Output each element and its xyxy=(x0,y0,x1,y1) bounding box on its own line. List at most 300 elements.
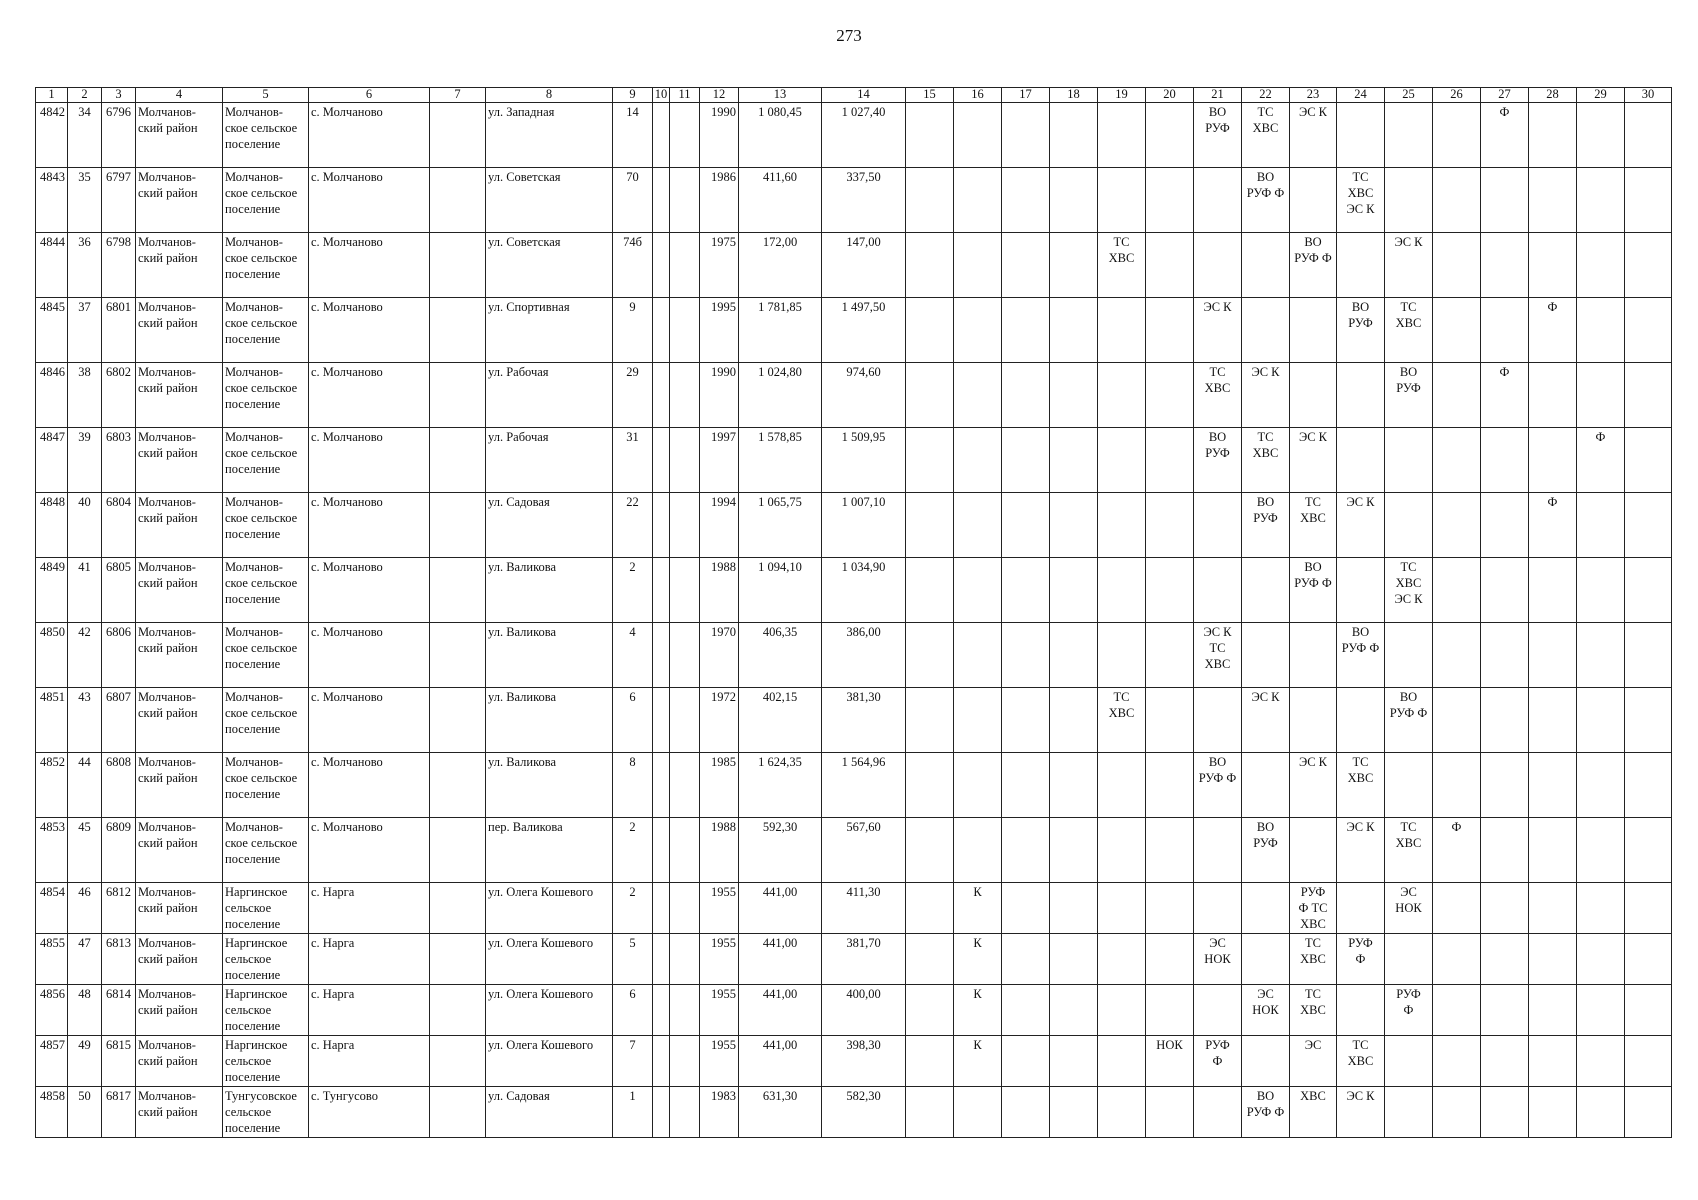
table-cell xyxy=(1050,428,1098,493)
table-cell: 1 027,40 xyxy=(822,103,906,168)
table-cell: 4852 xyxy=(36,753,68,818)
table-cell: Молчанов- ский район xyxy=(136,233,223,298)
table-cell: ЭС НОК xyxy=(1242,985,1290,1036)
table-cell: с. Молчаново xyxy=(309,558,430,623)
table-cell: ВО РУФ xyxy=(1194,103,1242,168)
table-cell xyxy=(653,298,670,363)
table-cell xyxy=(906,558,954,623)
table-cell xyxy=(1481,298,1529,363)
table-row xyxy=(36,1036,1672,1087)
table-cell xyxy=(954,558,1002,623)
column-header: 25 xyxy=(1385,88,1433,103)
table-cell xyxy=(1577,985,1625,1036)
table-cell: 6808 xyxy=(102,753,136,818)
table-cell: 6805 xyxy=(102,558,136,623)
table-cell: ЭС К xyxy=(1242,363,1290,428)
table-cell xyxy=(906,688,954,753)
table-cell xyxy=(430,233,486,298)
table-cell: Молчанов- ский район xyxy=(136,428,223,493)
table-cell xyxy=(1625,934,1672,985)
table-cell xyxy=(954,623,1002,688)
table-cell: с. Нарга xyxy=(309,985,430,1036)
table-cell: с. Молчаново xyxy=(309,103,430,168)
column-header: 13 xyxy=(739,88,822,103)
table-cell: 1 065,75 xyxy=(739,493,822,558)
table-cell: Молчанов- ское сельское поселение xyxy=(223,428,309,493)
table-cell xyxy=(1577,1087,1625,1138)
table-cell: 34 xyxy=(68,103,102,168)
table-cell xyxy=(1481,168,1529,233)
table-cell: ТС ХВС xyxy=(1098,233,1146,298)
table-cell: 6817 xyxy=(102,1087,136,1138)
table-cell: 1975 xyxy=(700,233,739,298)
table-cell: Молчанов- ское сельское поселение xyxy=(223,623,309,688)
table-cell: 6806 xyxy=(102,623,136,688)
table-cell: 70 xyxy=(613,168,653,233)
table-cell xyxy=(1433,688,1481,753)
table-cell: 1 080,45 xyxy=(739,103,822,168)
column-header: 6 xyxy=(309,88,430,103)
table-cell xyxy=(1242,298,1290,363)
table-cell: 1 564,96 xyxy=(822,753,906,818)
table-cell: 2 xyxy=(613,558,653,623)
table-cell: ЭС К xyxy=(1242,688,1290,753)
table-cell xyxy=(670,883,700,934)
table-cell: 1 xyxy=(613,1087,653,1138)
table-cell: ЭС К xyxy=(1337,493,1385,558)
table-cell: 1970 xyxy=(700,623,739,688)
table-cell: ул. Валикова xyxy=(486,753,613,818)
table-cell: с. Молчаново xyxy=(309,428,430,493)
table-cell: 1972 xyxy=(700,688,739,753)
table-cell xyxy=(430,168,486,233)
table-cell xyxy=(1625,1087,1672,1138)
table-cell xyxy=(653,934,670,985)
table-cell xyxy=(430,103,486,168)
table-cell: 4854 xyxy=(36,883,68,934)
table-row xyxy=(36,818,1672,883)
table-cell: РУФ Ф xyxy=(1385,985,1433,1036)
table-cell xyxy=(430,623,486,688)
table-cell xyxy=(1002,818,1050,883)
table-cell xyxy=(906,363,954,428)
table-cell: Молчанов- ский район xyxy=(136,493,223,558)
table-cell xyxy=(1625,688,1672,753)
table-cell: 1 034,90 xyxy=(822,558,906,623)
table-cell xyxy=(1002,558,1050,623)
table-cell xyxy=(906,233,954,298)
table-cell: 40 xyxy=(68,493,102,558)
table-cell: 631,30 xyxy=(739,1087,822,1138)
table-cell: ул. Олега Кошевого xyxy=(486,883,613,934)
table-cell xyxy=(1146,363,1194,428)
table-cell xyxy=(1290,623,1337,688)
table-cell xyxy=(1481,934,1529,985)
table-cell xyxy=(1433,103,1481,168)
table-cell: Ф xyxy=(1481,363,1529,428)
table-cell: ул. Валикова xyxy=(486,558,613,623)
table-cell xyxy=(1433,934,1481,985)
table-cell xyxy=(954,428,1002,493)
table-cell: 1986 xyxy=(700,168,739,233)
table-cell: ЭС К xyxy=(1290,753,1337,818)
table-cell: Ф xyxy=(1577,428,1625,493)
table-row xyxy=(36,558,1672,623)
table-cell xyxy=(1098,753,1146,818)
table-cell: 1994 xyxy=(700,493,739,558)
table-cell: с. Молчаново xyxy=(309,493,430,558)
table-cell xyxy=(653,233,670,298)
table-cell xyxy=(1337,688,1385,753)
table-cell: 582,30 xyxy=(822,1087,906,1138)
table-cell xyxy=(1577,883,1625,934)
table-cell xyxy=(1098,558,1146,623)
table-cell xyxy=(954,103,1002,168)
column-header: 7 xyxy=(430,88,486,103)
table-cell xyxy=(1002,363,1050,428)
table-cell xyxy=(1050,1036,1098,1087)
table-cell xyxy=(1194,688,1242,753)
table-cell: НОК xyxy=(1146,1036,1194,1087)
table-cell: 49 xyxy=(68,1036,102,1087)
table-cell: ЭС К xyxy=(1194,298,1242,363)
table-cell xyxy=(1625,623,1672,688)
table-cell: 9 xyxy=(613,298,653,363)
table-cell: 7 xyxy=(613,1036,653,1087)
table-cell: с. Молчаново xyxy=(309,753,430,818)
table-cell xyxy=(1098,934,1146,985)
table-cell xyxy=(1529,623,1577,688)
table-cell: 37 xyxy=(68,298,102,363)
table-cell xyxy=(1242,558,1290,623)
table-cell: 406,35 xyxy=(739,623,822,688)
table-cell xyxy=(1050,103,1098,168)
table-cell xyxy=(1098,493,1146,558)
table-cell: 43 xyxy=(68,688,102,753)
table-cell: К xyxy=(954,934,1002,985)
table-row xyxy=(36,985,1672,1036)
table-cell xyxy=(1290,168,1337,233)
table-cell: ВО РУФ xyxy=(1242,818,1290,883)
table-cell xyxy=(670,363,700,428)
table-cell: 47 xyxy=(68,934,102,985)
table-cell: с. Молчаново xyxy=(309,688,430,753)
table-cell: Молчанов- ский район xyxy=(136,934,223,985)
table-cell xyxy=(1481,818,1529,883)
column-header: 10 xyxy=(653,88,670,103)
table-cell xyxy=(1146,558,1194,623)
table-cell xyxy=(1242,623,1290,688)
table-cell: ул. Олега Кошевого xyxy=(486,985,613,1036)
table-cell xyxy=(954,753,1002,818)
table-cell: Молчанов- ский район xyxy=(136,363,223,428)
table-cell xyxy=(1098,883,1146,934)
table-cell xyxy=(670,985,700,1036)
table-cell: ВО РУФ Ф xyxy=(1194,753,1242,818)
table-cell: ВО РУФ Ф xyxy=(1337,623,1385,688)
table-cell: Молчанов- ский район xyxy=(136,883,223,934)
table-cell xyxy=(430,558,486,623)
table-cell: 147,00 xyxy=(822,233,906,298)
table-cell: Молчанов- ский район xyxy=(136,623,223,688)
table-cell: Ф xyxy=(1481,103,1529,168)
column-header: 19 xyxy=(1098,88,1146,103)
table-cell xyxy=(1146,428,1194,493)
table-cell xyxy=(1577,298,1625,363)
table-cell xyxy=(430,428,486,493)
table-cell xyxy=(1146,934,1194,985)
column-header: 23 xyxy=(1290,88,1337,103)
table-cell xyxy=(1146,103,1194,168)
table-cell: Молчанов- ское сельское поселение xyxy=(223,688,309,753)
column-header: 1 xyxy=(36,88,68,103)
table-cell: РУФ Ф xyxy=(1337,934,1385,985)
table-cell xyxy=(906,623,954,688)
table-cell xyxy=(1481,623,1529,688)
table-cell: 6812 xyxy=(102,883,136,934)
table-cell xyxy=(1050,753,1098,818)
table-cell: с. Нарга xyxy=(309,934,430,985)
table-cell xyxy=(1625,298,1672,363)
table-cell xyxy=(1242,883,1290,934)
table-cell xyxy=(653,493,670,558)
table-cell: ТС ХВС xyxy=(1337,1036,1385,1087)
table-cell: 31 xyxy=(613,428,653,493)
table-cell xyxy=(1050,168,1098,233)
table-cell: 4849 xyxy=(36,558,68,623)
table-cell xyxy=(1577,818,1625,883)
table-cell xyxy=(653,985,670,1036)
table-cell: 6 xyxy=(613,985,653,1036)
table-cell: Молчанов- ский район xyxy=(136,1036,223,1087)
table-cell xyxy=(1002,168,1050,233)
table-cell xyxy=(1098,298,1146,363)
table-cell: ул. Садовая xyxy=(486,1087,613,1138)
table-cell: 4844 xyxy=(36,233,68,298)
table-cell xyxy=(1002,428,1050,493)
table-cell xyxy=(653,623,670,688)
table-cell xyxy=(1098,985,1146,1036)
table-cell xyxy=(1002,688,1050,753)
table-cell xyxy=(1577,753,1625,818)
table-cell xyxy=(1625,233,1672,298)
table-cell xyxy=(906,753,954,818)
table-cell xyxy=(1433,1087,1481,1138)
table-cell xyxy=(653,883,670,934)
table-row xyxy=(36,363,1672,428)
table-cell xyxy=(1002,985,1050,1036)
table-cell: Молчанов- ское сельское поселение xyxy=(223,168,309,233)
table-cell xyxy=(954,233,1002,298)
table-cell xyxy=(1385,753,1433,818)
table-cell: 6804 xyxy=(102,493,136,558)
table-cell xyxy=(653,428,670,493)
table-cell: 4843 xyxy=(36,168,68,233)
table-cell xyxy=(954,688,1002,753)
table-cell: 1 497,50 xyxy=(822,298,906,363)
table-cell: Молчанов- ский район xyxy=(136,985,223,1036)
table-cell xyxy=(1529,428,1577,493)
table-cell: 4857 xyxy=(36,1036,68,1087)
table-cell xyxy=(1433,753,1481,818)
table-cell xyxy=(906,298,954,363)
table-cell: К xyxy=(954,1036,1002,1087)
table-cell xyxy=(1337,883,1385,934)
table-cell xyxy=(1529,985,1577,1036)
table-cell: 381,30 xyxy=(822,688,906,753)
table-cell: 567,60 xyxy=(822,818,906,883)
table-cell xyxy=(1050,493,1098,558)
table-cell xyxy=(430,363,486,428)
table-cell xyxy=(1002,298,1050,363)
column-number-header xyxy=(36,88,1672,103)
table-cell: 974,60 xyxy=(822,363,906,428)
table-cell xyxy=(1433,493,1481,558)
table-cell xyxy=(954,298,1002,363)
column-header: 26 xyxy=(1433,88,1481,103)
table-cell: ул. Советская xyxy=(486,168,613,233)
table-cell xyxy=(653,818,670,883)
column-header: 15 xyxy=(906,88,954,103)
table-cell: с. Молчаново xyxy=(309,623,430,688)
table-cell: 6802 xyxy=(102,363,136,428)
table-cell xyxy=(670,103,700,168)
table-cell xyxy=(1337,985,1385,1036)
column-header: 14 xyxy=(822,88,906,103)
table-cell: Молчанов- ское сельское поселение xyxy=(223,103,309,168)
table-cell xyxy=(1290,298,1337,363)
table-cell xyxy=(1529,818,1577,883)
table-cell: 41 xyxy=(68,558,102,623)
table-cell xyxy=(954,493,1002,558)
column-header: 5 xyxy=(223,88,309,103)
table-cell: 8 xyxy=(613,753,653,818)
column-header: 20 xyxy=(1146,88,1194,103)
table-row xyxy=(36,428,1672,493)
table-cell: 402,15 xyxy=(739,688,822,753)
table-cell xyxy=(670,688,700,753)
table-cell xyxy=(1529,688,1577,753)
table-cell: 1 024,80 xyxy=(739,363,822,428)
table-cell xyxy=(1050,363,1098,428)
table-cell xyxy=(1529,753,1577,818)
table-cell xyxy=(1194,1087,1242,1138)
table-cell xyxy=(1242,934,1290,985)
column-header: 21 xyxy=(1194,88,1242,103)
table-cell: 6798 xyxy=(102,233,136,298)
table-cell xyxy=(1625,753,1672,818)
table-cell xyxy=(430,818,486,883)
column-header: 12 xyxy=(700,88,739,103)
table-cell: 6801 xyxy=(102,298,136,363)
table-cell: ЭС К xyxy=(1385,233,1433,298)
table-cell xyxy=(430,688,486,753)
table-cell: Молчанов- ское сельское поселение xyxy=(223,298,309,363)
table-cell: пер. Валикова xyxy=(486,818,613,883)
table-cell: 1 007,10 xyxy=(822,493,906,558)
table-cell: Ф xyxy=(1433,818,1481,883)
table-cell xyxy=(1194,818,1242,883)
table-cell xyxy=(653,753,670,818)
table-cell xyxy=(1625,363,1672,428)
table-cell: 1 509,95 xyxy=(822,428,906,493)
table-cell: 6 xyxy=(613,688,653,753)
table-cell: ВО РУФ Ф xyxy=(1242,168,1290,233)
table-cell xyxy=(1002,103,1050,168)
table-cell: ул. Западная xyxy=(486,103,613,168)
table-cell xyxy=(670,934,700,985)
table-cell: 4847 xyxy=(36,428,68,493)
table-cell xyxy=(670,623,700,688)
table-cell xyxy=(1433,168,1481,233)
column-header: 28 xyxy=(1529,88,1577,103)
table-cell: ул. Садовая xyxy=(486,493,613,558)
table-cell: 46 xyxy=(68,883,102,934)
table-cell: ВО РУФ xyxy=(1242,493,1290,558)
table-cell: ТС ХВС xyxy=(1290,934,1337,985)
table-cell xyxy=(430,883,486,934)
table-cell: Наргинское сельское поселение xyxy=(223,985,309,1036)
table-cell: ЭС К xyxy=(1290,428,1337,493)
table-cell xyxy=(1146,753,1194,818)
column-header: 2 xyxy=(68,88,102,103)
table-cell xyxy=(653,363,670,428)
table-cell xyxy=(430,298,486,363)
table-cell xyxy=(1529,558,1577,623)
table-cell xyxy=(430,753,486,818)
table-cell xyxy=(1098,623,1146,688)
table-cell: 411,60 xyxy=(739,168,822,233)
table-cell: 50 xyxy=(68,1087,102,1138)
table-cell: ВО РУФ xyxy=(1337,298,1385,363)
table-cell xyxy=(670,233,700,298)
table-cell: 172,00 xyxy=(739,233,822,298)
table-cell xyxy=(1146,818,1194,883)
table-cell: 35 xyxy=(68,168,102,233)
table-cell xyxy=(1050,985,1098,1036)
table-cell xyxy=(1577,688,1625,753)
table-cell xyxy=(1050,688,1098,753)
table-cell xyxy=(1050,298,1098,363)
table-cell: 48 xyxy=(68,985,102,1036)
table-cell: ТС ХВС xyxy=(1098,688,1146,753)
table-cell: Молчанов- ский район xyxy=(136,753,223,818)
table-cell xyxy=(1577,363,1625,428)
table-row xyxy=(36,883,1672,934)
table-cell: 6807 xyxy=(102,688,136,753)
table-cell xyxy=(1050,233,1098,298)
table-cell: 36 xyxy=(68,233,102,298)
table-cell: Молчанов- ский район xyxy=(136,1087,223,1138)
table-cell xyxy=(954,1087,1002,1138)
table-cell xyxy=(1481,753,1529,818)
table-cell xyxy=(1098,1036,1146,1087)
table-cell xyxy=(1337,363,1385,428)
table-cell xyxy=(1002,1087,1050,1138)
table-cell xyxy=(1529,103,1577,168)
table-cell: 1 094,10 xyxy=(739,558,822,623)
table-cell xyxy=(1481,883,1529,934)
table-cell: Молчанов- ское сельское поселение xyxy=(223,558,309,623)
table-cell: К xyxy=(954,883,1002,934)
table-cell: 441,00 xyxy=(739,883,822,934)
column-header: 30 xyxy=(1625,88,1672,103)
table-cell xyxy=(1481,558,1529,623)
table-cell: ВО РУФ Ф xyxy=(1242,1087,1290,1138)
table-row xyxy=(36,233,1672,298)
table-cell: 4842 xyxy=(36,103,68,168)
table-cell: ул. Валикова xyxy=(486,688,613,753)
